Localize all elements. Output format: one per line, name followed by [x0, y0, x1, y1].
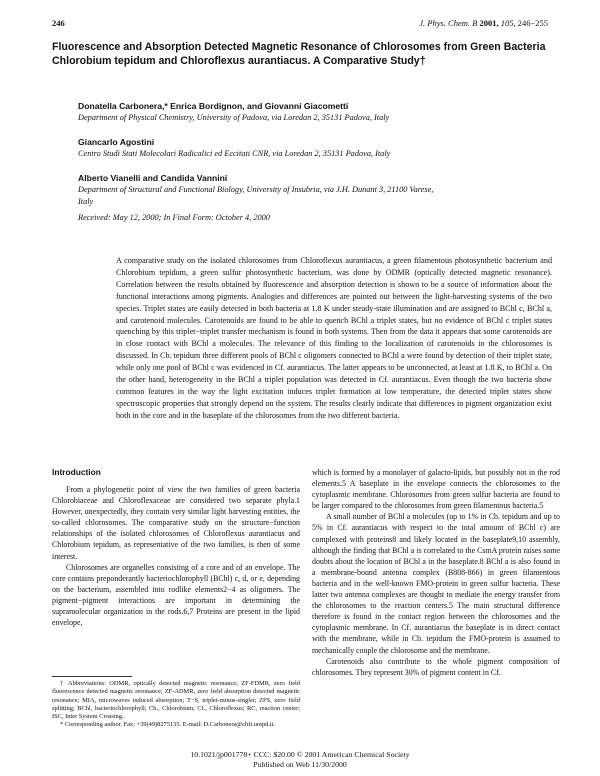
running-header: [52, 18, 548, 32]
page-footer: [0, 750, 600, 769]
author-affiliation: Department of Structural and Functional Biology, University of Insubria, via J.H. Dunant 3, 21100 Varese, Italy: [78, 185, 434, 206]
paragraph: Chlorosomes are organelles consisting of a core and of an envelope. The core contains preponderantly bacteriochlorophyll (BChl) c, d, or e, depending on the bacterium, assembled into rodlike elements2−4 as oligomers. The pigment−pigment interactions are important in determining the supramolecular organization in the rods.6,7 Proteins are present in the lipid envelope,: [52, 562, 300, 628]
right-column: [312, 467, 560, 678]
journal-reference: [419, 18, 548, 28]
author-names: Giancarlo Agostini: [78, 137, 155, 147]
paragraph: From a phylogenetic point of view the two families of green bacteria Chlorobiaceae and Chloroflexaceae are considered two separate phyla.1 However, unexpectedly, they contain very similar light harvesting entities, the so-called chlorosomes. The comparative study on the structure−function relationships of the isolated chlorosomes of Chloroflexus aurantiacus and Chlorobium tepidum, as representative of the two families, is then of some interest.: [52, 485, 300, 561]
author-affiliation: Centro Studi Stati Molecolari Radicalici ed Eccitati CNR, via Loredan 2, 35131 Padova, Italy: [78, 149, 391, 158]
author-group-1: [78, 100, 556, 124]
journal-year: 2001,: [479, 18, 499, 28]
author-names: Alberto Vianelli and Candida Vannini: [78, 173, 228, 183]
journal-pages: 246−255: [517, 18, 548, 28]
article-title: Fluorescence and Absorption Detected Magnetic Resonance of Chlorosomes from Green Bacteria Chlorobium tepidum and Chloroflexus aurantiacus. A Comparative Study†: [52, 41, 546, 67]
journal-name: J. Phys. Chem. B: [419, 18, 478, 28]
footnotes: [52, 680, 300, 730]
paragraph: A small number of BChl a molecules (up to 1% in Cb. tepidum and up to 5% in Cf. aurantiacus with respect to the total amount of BChl c) are complexed with proteins8 and likely located in the baseplate9,10 assembly, although the finding that BChl a is correlated to the CsmA protein raises some doubts about the location of BChl a in the baseplate.8 BChl a is also found in a membrane-bound antenna complex (B808-866) in green filamentous bacteria and in the well-known FMO-protein in green sulfur bacteria. These latter two antenna complexes are thought to mediate the energy transfer from the chlorosomes to the reaction centers.5 The main structural difference therefore is found in the contact region between the chlorosomes and the cytoplasmic membrane. In Cf. aurantiacus the baseplate is in direct contact with the membrane, while in Cb. tepidum the FMO-protein is assumed to mechanically couple the chlorosome and the membrane.: [312, 512, 560, 655]
footnote-corresponding-author: * Corresponding author. Fax: +39(49)8275135. E-mail: D.Carbonera@chfi.unipd.it.: [60, 721, 276, 729]
footnote-abbreviations: † Abbreviations: ODMR, optically detected magnetic resonance; ZF-FDMR, zero field fluorescence detected magnetic resonance; ZF-ADMR, zero field absorption detected magnetic resonance; MIA, microwaves induced absorption; T−S, triplet-minus-singlet; ZFS, zero field splitting; BChl, bacteriochlorophyll; Cb., Chlorobium; Cf., Chloroflexus; RC, reaction center; ISC, Inter System Crossing.: [52, 680, 300, 721]
author-group-3: [78, 172, 450, 208]
abstract: A comparative study on the isolated chlorosomes from Chloroflexus aurantiacus, a green filamentous photosynthetic bacterium and Chlorobium tepidum, a green sulfur photosynthetic bacterium, was done by ODMR (optically detected magnetic resonance). Correlation between the results obtained by fluorescence and absorption detection is shown to be a source of information about the functional interactions among pigments. Analogies and differences are pointed out between the light-harvesting systems of the two species. Triplet states are easily detected in both bacteria at 1.8 K under steady-state illumination and are assigned to BChl c, BChl a, and carotenoid molecules. Carotenoids are found to be able to quench BChl a triplet states, but no evidence of BChl c triplet states quenching by this triplet−triplet transfer mechanism is found in both systems. Then from the data it appears that some carotenoids are in close contact with BChl a molecules. The relevance of this finding to the localization of carotenoids in the chlorosomes is discussed. In Cb. tepidum three different pools of BChl c oligomers connected to BChl a were found by detection of their triplet state, while only one pool of BChl c was evidenced in Cf. aurantiacus. The latter appears to be unconnected, at least at 1.8 K, to BChl a. On the other hand, heterogeneity in the BChl a triplet population was detected in Cf. aurantiacus. Even though the two bacteria show common features in the way the light excitation induces triplet formation at low temperature, the detected triplet states show spectroscopic properties that strongly depend on the system. The results clearly indicate that differences in pigment organization exist both in the core and in the baseplate of the chlorosomes from the two different bacteria.: [116, 256, 552, 420]
publication-date: Published on Web 11/30/2000: [253, 759, 347, 769]
doi-copyright-line: 10.1021/jp001778+ CCC: $20.00 © 2001 American Chemical Society: [190, 750, 410, 759]
author-affiliation: Department of Physical Chemistry, University of Padova, via Loredan 2, 35131 Padova, Italy: [78, 113, 390, 122]
left-column: [52, 467, 300, 628]
section-heading: Introduction: [52, 467, 101, 477]
author-names: Donatella Carbonera,* Enrica Bordignon, and Giovanni Giacometti: [78, 101, 349, 111]
author-group-2: [78, 136, 556, 160]
paragraph: Carotenoids also contribute to the whole pigment composition of chlorosomes. They represent 30% of pigment content in Cf.: [312, 656, 560, 677]
page-number: 246: [52, 18, 65, 28]
paragraph: which is formed by a monolayer of galacto-lipids, but possibly not in the rod elements.5 A baseplate in the envelope connects the chlorosomes to the cytoplasmic membrane. Chlorosomes from green sulfur bacteria are found to be larger compared to the chlorosomes from green filamentous bacteria.5: [312, 468, 560, 511]
journal-volume: 105,: [500, 18, 516, 28]
received-dates: Received: May 12, 2000; In Final Form: October 4, 2000: [78, 213, 270, 222]
footnote-rule: [52, 676, 132, 677]
